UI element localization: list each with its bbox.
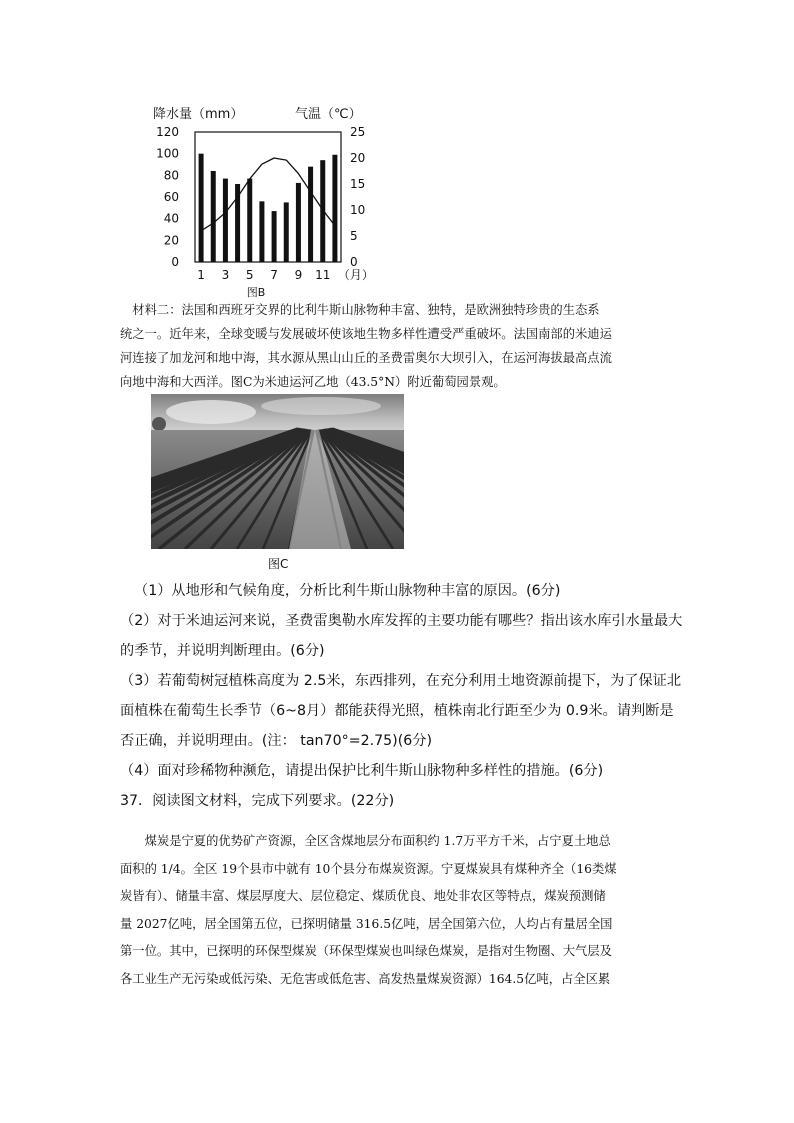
question-2-line2: 的季节，并说明判断理由。(6分) (120, 643, 325, 659)
right-tick-label: 20 (350, 151, 366, 165)
plot-area (156, 125, 374, 282)
precip-bar (223, 179, 228, 262)
material2-line: 材料二：法国和西班牙交界的比利牛斯山脉物种丰富、独特，是欧洲独特珍贵的生态系 (132, 303, 600, 317)
x-tick-label: 1 (197, 268, 205, 282)
right-tick-label: 15 (350, 177, 366, 191)
question-3-line2: 面植株在葡萄生长季节（6~8月）都能获得光照，植株南北行距至少为 0.9米。请判断是 (120, 703, 674, 719)
left-tick-label: 40 (163, 211, 179, 226)
question-1: （1）从地形和气候角度，分析比利牛斯山脉物种丰富的原因。(6分) (134, 583, 561, 599)
left-tick-label: 100 (156, 146, 179, 161)
left-tick-label: 0 (171, 255, 179, 269)
material2-line: 河连接了加龙河和地中海，其水源从黑山山丘的圣费雷奥尔大坝引入，在运河海拔最高点流 (120, 351, 612, 365)
precip-bar (332, 155, 337, 262)
material2-paragraph (120, 298, 680, 394)
q37-line: 炭皆有）、储量丰富、煤层厚度大、层位稳定、煤质优良、地处非农区等特点，煤炭预测储 (120, 889, 606, 903)
questions-block (120, 576, 690, 816)
right-tick-label: 0 (350, 255, 358, 269)
precip-bar (296, 183, 301, 262)
right-tick-label: 25 (350, 125, 366, 139)
x-tick-label: 9 (294, 268, 303, 282)
vineyard-photo (151, 394, 404, 549)
question-3-line3: 否正确，并说明理由。(注： tan70°=2.75)(6分) (120, 733, 432, 749)
x-tick-label: 3 (221, 268, 230, 282)
question-37-title: 37．阅读图文材料，完成下列要求。(22分) (120, 793, 395, 809)
q37-line: 第一位。其中，已探明的环保型煤炭（环保型煤炭也叫绿色煤炭，是指对生物圈、大气层及 (120, 944, 612, 958)
chart-caption: 图B (246, 286, 266, 299)
left-tick-label: 60 (163, 190, 179, 204)
x-tick-label: 7 (270, 268, 278, 282)
precip-bar (211, 171, 216, 262)
right-tick-label: 5 (350, 229, 358, 243)
material2-line: 向地中海和大西洋。图C为米迪运河乙地（43.5°N）附近葡萄园景观。 (120, 375, 506, 389)
material2-line: 统之一。近年来，全球变暖与发展破坏使该地生物多样性遭受严重破坏。法国南部的米迪运 (120, 327, 612, 341)
precip-bar (235, 184, 240, 262)
x-tick-label: 5 (245, 268, 254, 282)
plot-frame (195, 132, 341, 262)
climate-chart (145, 100, 385, 300)
left-tick-label: 120 (156, 125, 179, 139)
left-axis-label: 降水量（mm） (153, 107, 244, 122)
x-tick-label: 11 (315, 268, 331, 282)
precip-bar (308, 167, 313, 262)
precip-bar (247, 179, 252, 262)
x-unit-label: （月） (337, 268, 374, 282)
right-tick-label: 10 (350, 203, 366, 217)
photo-caption: 图C (268, 557, 289, 571)
climate-chart-svg (145, 100, 385, 300)
right-axis-label: 气温（℃） (295, 107, 362, 122)
q37-line: 面积的 1/4。全区 19个县市中就有 10个县分布煤炭资源。宁夏煤炭具有煤种齐全（16类煤 (120, 861, 617, 876)
q37-line: 各工业生产无污染或低污染、无危害或低危害、高发热量煤炭资源）164.5亿吨，占全区累 (120, 971, 611, 986)
precip-bar (259, 201, 264, 262)
left-tick-label: 80 (163, 168, 179, 183)
q37-line: 煤炭是宁夏的优势矿产资源，全区含煤地层分布面积约 1.7万平方千米，占宁夏土地总 (144, 834, 611, 848)
precip-bar (272, 211, 277, 262)
q37-material (120, 828, 680, 993)
precip-bar (320, 160, 325, 262)
question-4: （4）面对珍稀物种濒危，请提出保护比利牛斯山脉物种多样性的措施。(6分) (120, 763, 604, 779)
q37-line: 量 2027亿吨，居全国第五位，已探明储量 316.5亿吨，居全国第六位，人均占有量居全国 (120, 916, 613, 931)
question-3-line1: （3）若葡萄树冠植株高度为 2.5米，东西排列，在充分利用土地资源前提下，为了保证北 (120, 673, 682, 689)
left-tick-label: 20 (163, 233, 179, 248)
temperature-line (201, 158, 335, 231)
precip-bar (199, 154, 204, 262)
precip-bar (284, 202, 289, 262)
question-2-line1: （2）对于米迪运河来说，圣费雷奥勒水库发挥的主要功能有哪些？指出该水库引水量最大 (120, 613, 683, 629)
